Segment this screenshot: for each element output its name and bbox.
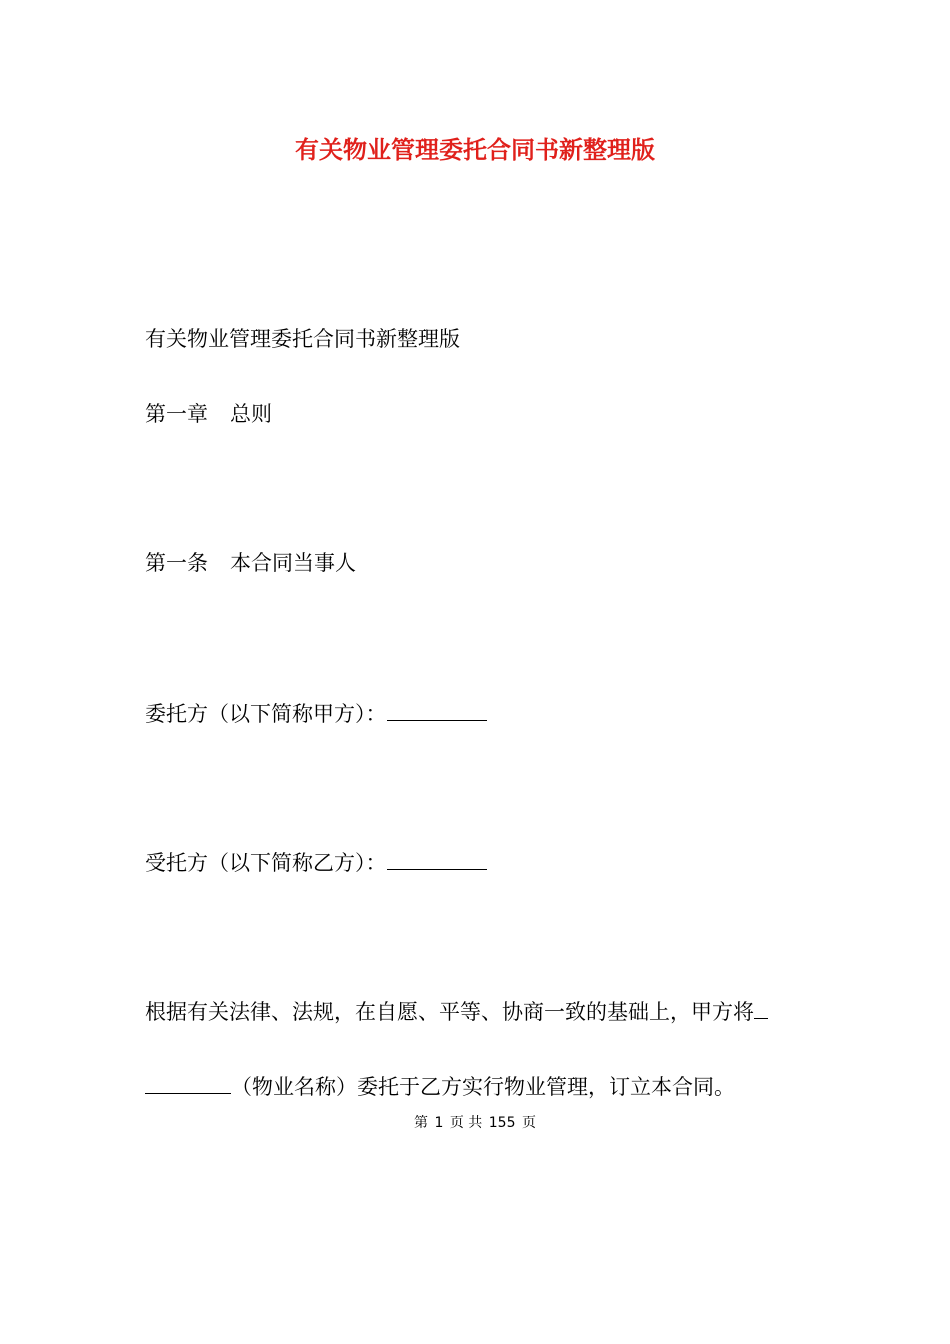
party-a-line: [145, 698, 487, 729]
party-b-line: [145, 847, 487, 878]
chapter-number: 第一章: [145, 402, 208, 426]
party-a-label: 委托方（以下简称甲方）：: [145, 702, 387, 726]
document-heading: 有关物业管理委托合同书新整理版: [145, 327, 460, 351]
article-number: 第一条: [145, 551, 208, 575]
body-text-1: 根据有关法律、法规，在自愿、平等、协商一致的基础上，甲方将: [145, 1000, 754, 1024]
property-name-blank-start: [754, 996, 768, 1019]
footer-prefix: 第: [414, 1115, 429, 1131]
body-paragraph-line-1: [145, 996, 768, 1027]
document-title: 有关物业管理委托合同书新整理版: [295, 136, 655, 164]
chapter-heading: [145, 399, 272, 429]
footer-suffix: 页: [521, 1115, 536, 1131]
article-name: 本合同当事人: [230, 551, 356, 575]
party-b-label: 受托方（以下简称乙方）：: [145, 851, 387, 875]
body-text-2: （物业名称）委托于乙方实行物业管理，订立本合同。: [231, 1075, 735, 1099]
party-a-blank: [387, 698, 487, 721]
footer-current-page: 1: [434, 1115, 444, 1131]
party-b-blank: [387, 847, 487, 870]
property-name-blank-end: [145, 1071, 231, 1094]
footer-total-pages: 155: [488, 1115, 516, 1131]
article-heading: [145, 548, 356, 578]
body-paragraph-line-2: [145, 1071, 735, 1102]
chapter-name: 总则: [230, 402, 272, 426]
footer-middle: 页 共: [449, 1115, 483, 1131]
page-footer: [0, 1113, 950, 1133]
